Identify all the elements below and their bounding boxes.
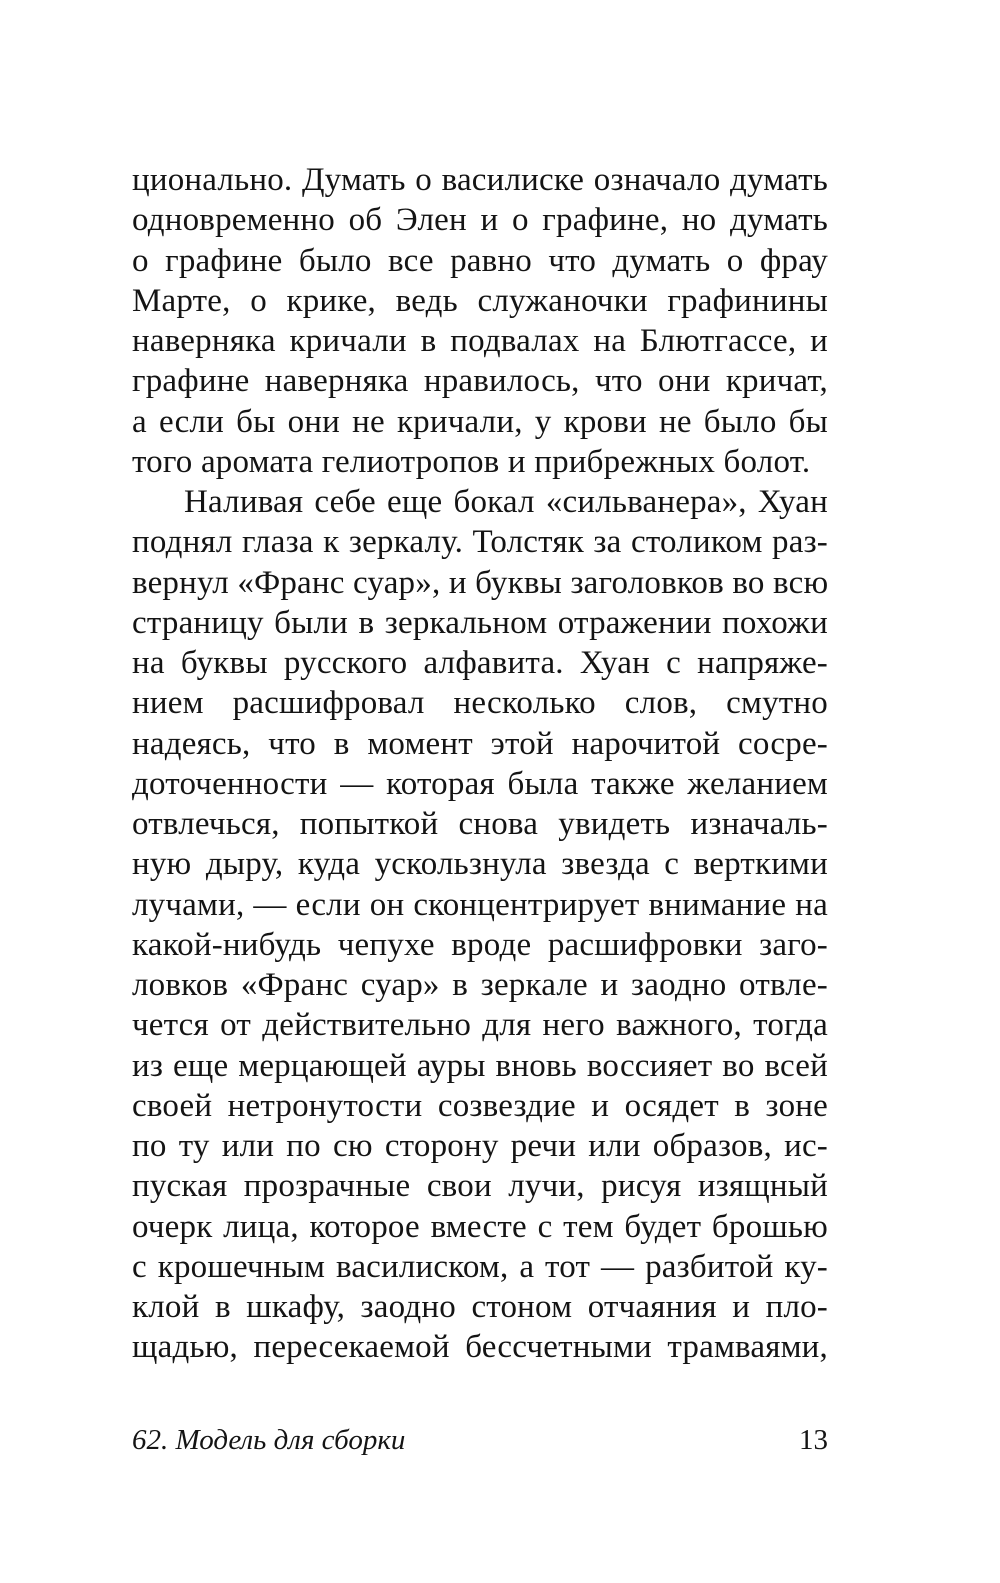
paragraph-1 <box>132 160 828 482</box>
text-line: ловков «Франс суар» в зеркале и заодно отвле- <box>132 967 828 1003</box>
text-line: с крошечным василиском, а тот — разбитой ку- <box>132 1248 828 1285</box>
running-title: 62. Модель для сборки <box>132 1424 406 1456</box>
text-line: ционально. Думать о василиске означало думать <box>132 162 828 198</box>
page-footer <box>132 1420 828 1460</box>
text-line: вернул «Франс суар», и буквы заголовков во всю <box>132 564 829 601</box>
text-line: того аромата гелиотропов и прибрежных болот. <box>132 443 811 480</box>
text-line: щадью, пересекаемой бессчетными трамваями, <box>132 1329 828 1366</box>
text-line: графине наверняка нравилось, что они кричат, <box>132 363 828 400</box>
text-line: страницу были в зеркальном отражении похожи <box>132 604 828 641</box>
text-line: очерк лица, которое вместе с тем будет брошью <box>132 1208 828 1245</box>
text-line: Наливая себе еще бокал «сильванера», Хуан <box>184 484 828 520</box>
text-line: чется от действительно для него важного, тогда <box>132 1007 828 1044</box>
text-line: по ту или по сю сторону речи или образов, ис- <box>132 1128 828 1164</box>
text-line: ную дыру, куда ускользнула звезда с верткими <box>132 846 828 883</box>
text-line: нием расшифровал несколько слов, смутно <box>132 685 828 722</box>
text-line: наверняка кричали в подвалах на Блютгассе, и <box>132 323 828 359</box>
text-line: на буквы русского алфавита. Хуан с напряже- <box>132 645 828 681</box>
text-line: клой в шкафу, заодно стоном отчаяния и пло- <box>132 1289 828 1325</box>
text-line: одновременно об Элен и о графине, но думать <box>132 202 828 239</box>
text-line: о графине было все равно что думать о фрау <box>132 242 828 279</box>
text-line: пуская прозрачные свои лучи, рисуя изящный <box>132 1168 828 1205</box>
page-number: 13 <box>799 1424 828 1456</box>
text-line: доточенности — которая была также желанием <box>132 765 828 802</box>
paragraph-2 <box>132 482 828 1368</box>
text-line: лучами, — если он сконцентрирует внимание на <box>132 886 828 923</box>
text-line: поднял глаза к зеркалу. Толстяк за столиком раз- <box>132 524 828 561</box>
text-line: своей нетронутости созвездие и осядет в зоне <box>132 1087 828 1124</box>
text-line: надеясь, что в момент этой нарочитой сосре- <box>132 725 828 762</box>
text-line: из еще мерцающей ауры вновь воссияет во всей <box>132 1047 828 1084</box>
body-text <box>132 160 828 1368</box>
text-line: отвлечься, попыткой снова увидеть изначаль- <box>132 806 828 842</box>
text-line: Марте, о крике, ведь служаночки графинины <box>132 282 828 319</box>
text-line: какой-нибудь чепухе вроде расшифровки заго- <box>132 926 828 963</box>
text-line: а если бы они не кричали, у крови не было бы <box>132 403 828 440</box>
